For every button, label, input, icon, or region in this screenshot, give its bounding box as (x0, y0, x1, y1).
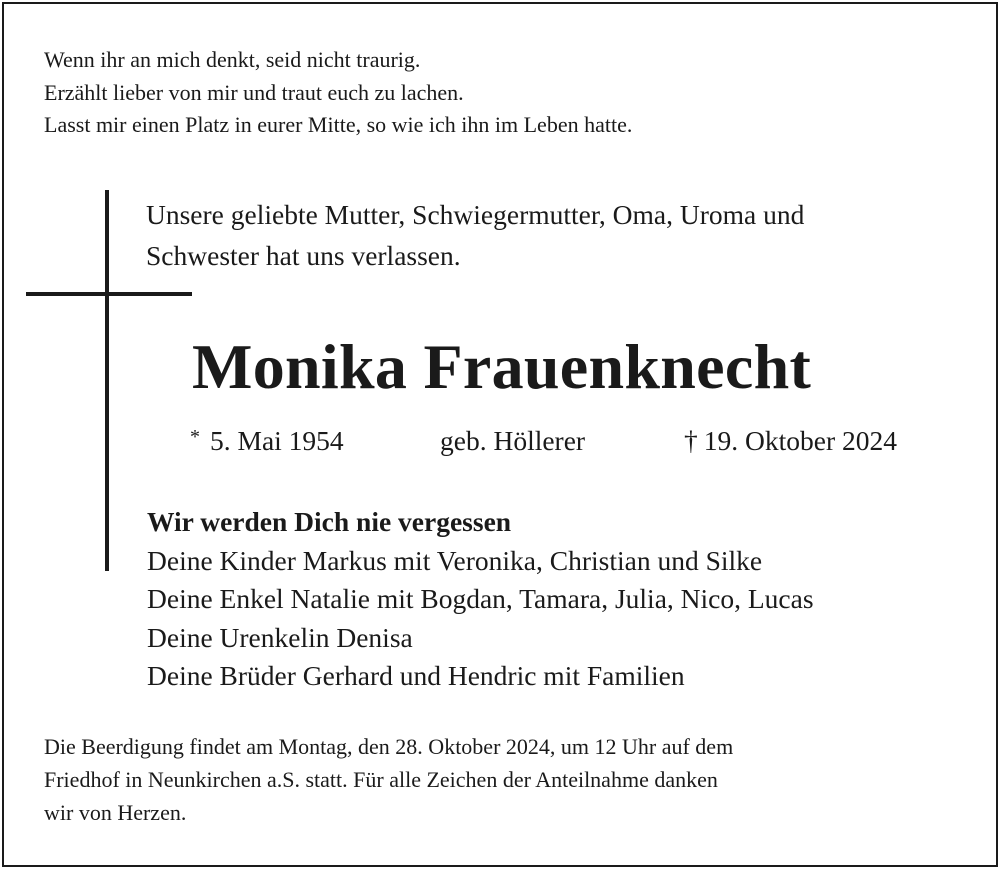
death-symbol: † (684, 425, 698, 456)
verse-line: Erzählt lieber von mir und traut euch zu lachen. (44, 79, 464, 105)
verse-line: Lasst mir einen Platz in eurer Mitte, so wie ich ihn im Leben hatte. (44, 112, 633, 137)
mourner-line: Deine Brüder Gerhard und Hendric mit Familien (147, 660, 685, 691)
mourner-line: Deine Enkel Natalie mit Bogdan, Tamara, Julia, Nico, Lucas (147, 583, 814, 614)
death-date: 19. Oktober 2024 (703, 425, 897, 456)
deceased-name: Monika Frauenknecht (192, 331, 812, 402)
birth-symbol: * (190, 426, 200, 448)
cross-icon-vertical-bar (105, 190, 109, 571)
verse-line: Wenn ihr an mich denkt, seid nicht traurig. (44, 47, 421, 72)
funeral-notice (44, 730, 949, 829)
maiden-name: geb. Höllerer (440, 425, 586, 456)
intro-text (146, 194, 804, 276)
death-date-line (684, 420, 897, 462)
intro-line: Schwester hat uns verlassen. (146, 240, 461, 271)
intro-line: Unsere geliebte Mutter, Schwiegermutter, Oma, Uroma und (146, 199, 805, 230)
mourner-line: Deine Kinder Markus mit Veronika, Christian und Silke (147, 544, 763, 576)
mourners-heading: Wir werden Dich nie vergessen (147, 506, 512, 537)
mourner-line: Deine Urenkelin Denisa (147, 621, 413, 653)
cross-icon-horizontal-bar (26, 292, 192, 296)
mourners-list (147, 503, 814, 696)
notice-line: Die Beerdigung findet am Montag, den 28. Oktober 2024, um 12 Uhr auf dem (44, 734, 734, 759)
notice-line: Friedhof in Neunkirchen a.S. statt. Für alle Zeichen der Anteilnahme danken (44, 767, 718, 792)
birth-date-line (190, 420, 344, 465)
memorial-verse (44, 44, 632, 142)
birth-date: 5. Mai 1954 (210, 425, 344, 456)
notice-line: wir von Herzen. (44, 800, 187, 825)
